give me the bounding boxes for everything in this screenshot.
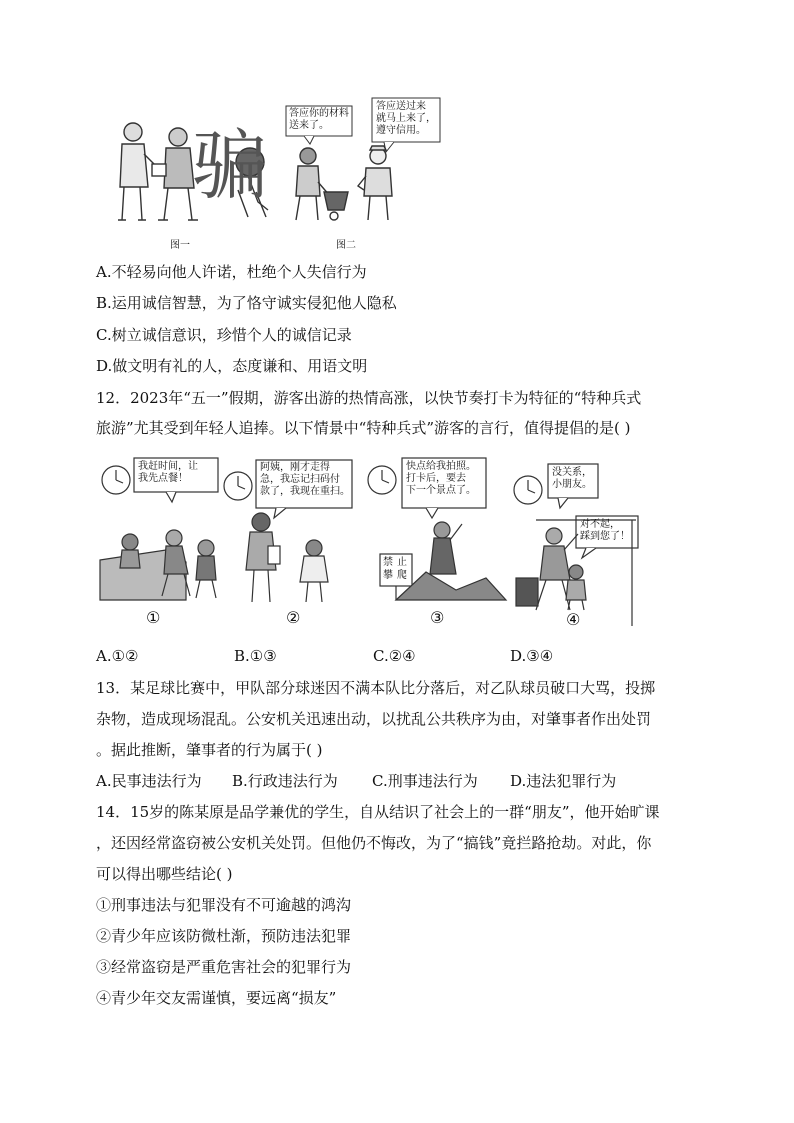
sign-char: 爬 bbox=[397, 570, 407, 581]
bubble-line: 对不起， bbox=[580, 519, 620, 530]
figure-q11 bbox=[108, 92, 468, 252]
bubble-line: 答应你的材料 bbox=[289, 108, 349, 119]
bubble-line: 急，我忘记扫码付 bbox=[260, 474, 340, 485]
caption-fig2: 图二 bbox=[336, 240, 356, 251]
q14-item-4: ④青少年交友需谨慎，要远离“损友” bbox=[96, 989, 337, 1007]
bubble-line: 阿姨，刚才走得 bbox=[260, 462, 330, 473]
panel4-bubble2 bbox=[580, 519, 630, 543]
panel2-bubble bbox=[260, 462, 350, 498]
panel3-number: ③ bbox=[430, 608, 445, 627]
fig2-bubble-right bbox=[376, 101, 436, 137]
q14-item-2: ②青少年应该防微杜渐，预防违法犯罪 bbox=[96, 927, 352, 945]
q14-item-1: ①刑事违法与犯罪没有不可逾越的鸿沟 bbox=[96, 896, 352, 914]
figure-q12 bbox=[96, 450, 652, 636]
bubble-line: 踩到您了！ bbox=[580, 531, 630, 542]
clock-icon bbox=[514, 476, 542, 504]
panel3-bubble bbox=[406, 461, 476, 497]
sign-char: 禁 bbox=[383, 557, 393, 568]
bubble-line: 答应送过来 bbox=[376, 101, 426, 112]
q13-stem-line1: 13．某足球比赛中，甲队部分球迷因不满本队比分落后，对乙队球员破口大骂，投掷 bbox=[96, 679, 656, 697]
bubble-line: 打卡后，要去 bbox=[406, 473, 466, 484]
clock-icon bbox=[102, 466, 130, 494]
q14-item-3: ③经常盗窃是严重危害社会的犯罪行为 bbox=[96, 958, 352, 976]
bubble-line: 小朋友。 bbox=[552, 479, 592, 490]
sign-char: 止 bbox=[397, 557, 407, 568]
q14-stem-line1: 14．15岁的陈某原是品学兼优的学生，自从结识了社会上的一群“朋友”，他开始旷课 bbox=[96, 803, 660, 821]
q12-option-a: A.①② bbox=[96, 647, 139, 665]
bubble-line: 我先点餐！ bbox=[138, 473, 188, 484]
panel4-bubble bbox=[552, 467, 592, 491]
panel2-number: ② bbox=[286, 608, 301, 627]
bubble-line: 我赶时间，让 bbox=[138, 461, 198, 472]
q12-option-c: C.②④ bbox=[373, 647, 416, 665]
bubble-line: 快点给我拍照。 bbox=[406, 461, 476, 472]
q13-stem-line3: 。据此推断，肇事者的行为属于( ) bbox=[96, 741, 323, 759]
caption-fig1: 图一 bbox=[170, 240, 190, 251]
q13-option-d: D.违法犯罪行为 bbox=[510, 772, 617, 790]
q13-option-b: B.行政违法行为 bbox=[232, 772, 338, 790]
q13-option-c: C.刑事违法行为 bbox=[372, 772, 478, 790]
q12-option-b: B.①③ bbox=[234, 647, 277, 665]
fig1-glyph: 骗 bbox=[192, 121, 268, 210]
q14-stem-line2: ，还因经常盗窃被公安机关处罚。但他仍不悔改，为了“搞钱”竟拦路抢劫。对此，你 bbox=[96, 834, 652, 852]
q11-option-d: D.做文明有礼的人，态度谦和、用语文明 bbox=[96, 357, 368, 375]
bubble-line: 下一个景点了。 bbox=[406, 485, 476, 496]
panel1-number: ① bbox=[146, 608, 161, 627]
q11-option-b: B.运用诚信智慧，为了恪守诚实侵犯他人隐私 bbox=[96, 294, 397, 312]
q14-stem-line3: 可以得出哪些结论( ) bbox=[96, 865, 233, 883]
no-climbing-sign bbox=[383, 556, 411, 582]
q12-option-d: D.③④ bbox=[510, 647, 554, 665]
sign-char: 攀 bbox=[383, 570, 393, 581]
q13-stem-line2: 杂物，造成现场混乱。公安机关迅速出动，以扰乱公共秩序为由，对肇事者作出处罚 bbox=[96, 710, 652, 728]
bubble-line: 款了，我现在重扫。 bbox=[260, 486, 350, 497]
q12-stem-line1: 12．2023年“五一”假期，游客出游的热情高涨，以快节奏打卡为特征的“特种兵式 bbox=[96, 389, 642, 407]
panel1-bubble bbox=[138, 461, 198, 485]
bubble-line: 遵守信用。 bbox=[376, 125, 426, 136]
bubble-line: 就马上来了， bbox=[376, 113, 436, 124]
clock-icon bbox=[368, 466, 396, 494]
clock-icon bbox=[224, 472, 252, 500]
fig2-bubble-left bbox=[289, 108, 349, 132]
q11-option-a: A.不轻易向他人许诺，杜绝个人失信行为 bbox=[96, 263, 367, 281]
bubble-line: 没关系， bbox=[552, 467, 592, 478]
panel4-number: ④ bbox=[566, 610, 581, 629]
q13-option-a: A.民事违法行为 bbox=[96, 772, 202, 790]
q11-option-c: C.树立诚信意识，珍惜个人的诚信记录 bbox=[96, 326, 352, 344]
q12-stem-line2: 旅游”尤其受到年轻人追捧。以下情景中“特种兵式”游客的言行，值得提倡的是( ) bbox=[96, 419, 631, 437]
bubble-line: 送来了。 bbox=[289, 120, 329, 131]
